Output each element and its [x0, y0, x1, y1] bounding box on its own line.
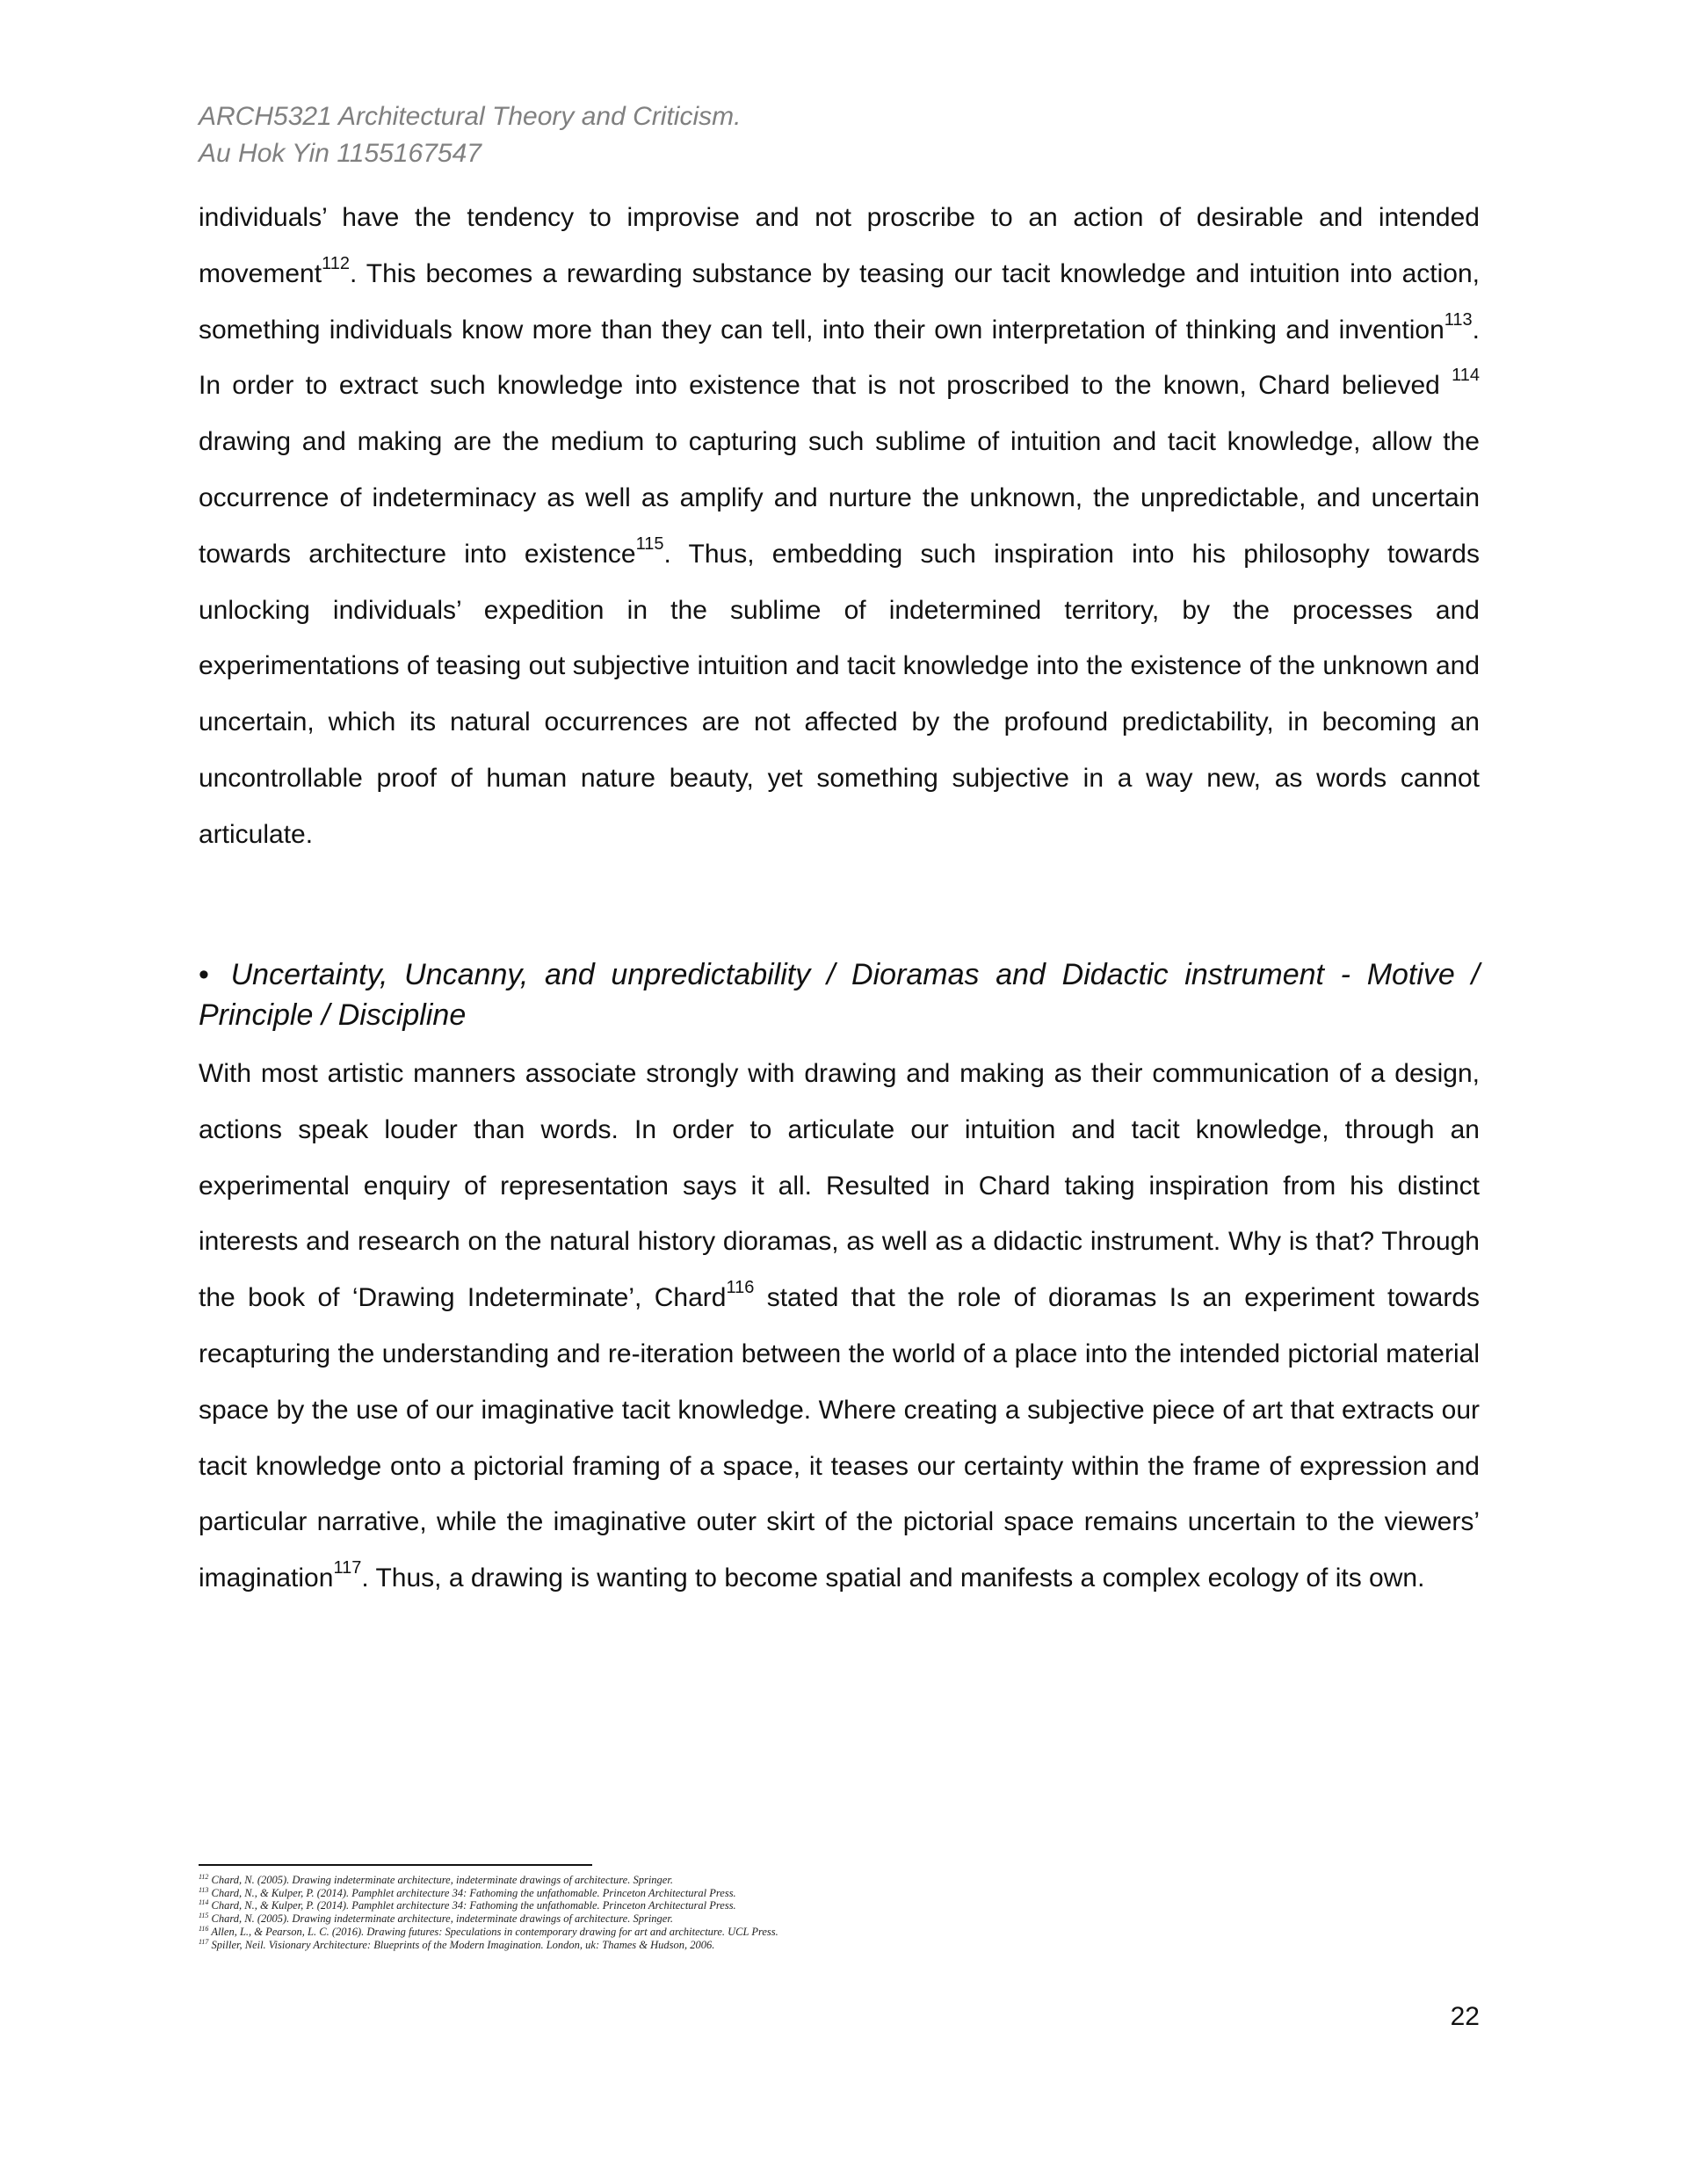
- footnote-item: [199, 1899, 1341, 1912]
- paragraph-text: stated that the role of dioramas Is an experiment towards recapturing the understanding and re-iteration between the world of a place into the intended pictorial material space by the use of our imaginative tacit knowledge. Where creating a subjective piece of art that extracts our tacit knowledge onto a pictorial framing of a space, it teases our certainty within the frame of expression and particular narrative, while the imaginative outer skirt of the pictorial space remains uncertain to the viewers’ imagination: [199, 1283, 1480, 1593]
- paragraph-text: drawing and making are the medium to capturing such sublime of intuition and tacit knowledge, allow the occurrence of indeterminacy as well as amplify and nurture the unknown, the unpredictable, and uncertain towards architecture into existence: [199, 427, 1480, 569]
- paragraph-text: . Thus, a drawing is wanting to become spatial and manifests a complex ecology of its own.: [361, 1564, 1425, 1593]
- footnote-number: 113: [199, 1885, 209, 1894]
- footnote-number: 115: [199, 1911, 209, 1919]
- footnote-item: [199, 1912, 1341, 1926]
- section-heading-text: Uncertainty, Uncanny, and unpredictability / Dioramas and Didactic instrument - Motive / Principle / Discipline: [199, 958, 1480, 1032]
- paragraph-text: . In order to extract such knowledge into existence that is not proscribed to the known, Chard believed: [199, 315, 1480, 401]
- paragraph-text: . This becomes a rewarding substance by teasing our tacit knowledge and intuition into action, something individuals know more than they can tell, into their own interpretation of thinking and invention: [199, 258, 1480, 345]
- footnote-number: 116: [199, 1924, 209, 1933]
- paragraph-text: . Thus, embedding such inspiration into his philosophy towards unlocking individuals’ expedition in the sublime of indetermined territory, by the processes and experimentations of teasing out subjective intuition and tacit knowledge into the existence of the unknown and uncertain, which its natural occurrences are not affected by the profound predictability, in becoming an uncontrollable proof of human nature beauty, yet something subjective in a way new, as words cannot articulate.: [199, 539, 1480, 849]
- footnote-separator: [199, 1864, 592, 1866]
- footnote-text: Allen, L., & Pearson, L. C. (2016). Drawing futures: Speculations in contemporary drawing for art and architecture. UCL Press.: [211, 1925, 778, 1938]
- footnote-ref-113: 113: [1444, 309, 1473, 330]
- footnote-text: Spiller, Neil. Visionary Architecture: Blueprints of the Modern Imagination. London, uk: Thames & Hudson, 2006.: [211, 1938, 715, 1951]
- footnote-text: Chard, N. (2005). Drawing indeterminate architecture, indeterminate drawings of architecture. Springer.: [211, 1912, 673, 1926]
- body-paragraph-1: [199, 190, 1480, 863]
- footnote-ref-114: 114: [1452, 366, 1480, 386]
- footnote-ref-117: 117: [333, 1558, 362, 1578]
- footnote-ref-115: 115: [635, 533, 664, 554]
- footnote-text: Chard, N. (2005). Drawing indeterminate architecture, indeterminate drawings of architecture. Springer.: [211, 1874, 673, 1886]
- header-author-id: Au Hok Yin 1155167547: [199, 139, 481, 168]
- footnote-text: Chard, N., & Kulper, P. (2014). Pamphlet architecture 34: Fathoming the unfathomable. Princeton Architectural Press.: [211, 1899, 736, 1912]
- footnote-ref-112: 112: [322, 253, 350, 273]
- section-heading: [199, 954, 1480, 1035]
- running-header: [199, 98, 741, 172]
- header-course-title: ARCH5321 Architectural Theory and Criticism.: [199, 102, 742, 131]
- footnotes: [199, 1874, 1341, 1951]
- footnote-item: [199, 1887, 1341, 1900]
- footnote-number: 112: [199, 1872, 209, 1881]
- footnote-ref-116: 116: [726, 1278, 755, 1298]
- footnote-item: [199, 1939, 1341, 1952]
- body-paragraph-2: [199, 1046, 1480, 1607]
- footnote-item: [199, 1926, 1341, 1939]
- page-number: 22: [1450, 2002, 1480, 2031]
- footnote-number: 117: [199, 1937, 209, 1946]
- footnote-text: Chard, N., & Kulper, P. (2014). Pamphlet architecture 34: Fathoming the unfathomable. Princeton Architectural Press.: [211, 1886, 736, 1899]
- paragraph-text: individuals’ have the tendency to improvise and not proscribe to an action of desirable and intended movement: [199, 203, 1480, 288]
- footnote-item: [199, 1874, 1341, 1887]
- footnote-number: 114: [199, 1898, 209, 1907]
- bullet-marker: •: [199, 958, 209, 991]
- paragraph-text: With most artistic manners associate strongly with drawing and making as their communication of a design, actions speak louder than words. In order to articulate our intuition and tacit knowledge, through an experimental enquiry of representation says it all. Resulted in Chard taking inspiration from his distinct interests and research on the natural history dioramas, as well as a didactic instrument. Why is that? Through the book of ‘Drawing Indeterminate’, Chard: [199, 1059, 1480, 1313]
